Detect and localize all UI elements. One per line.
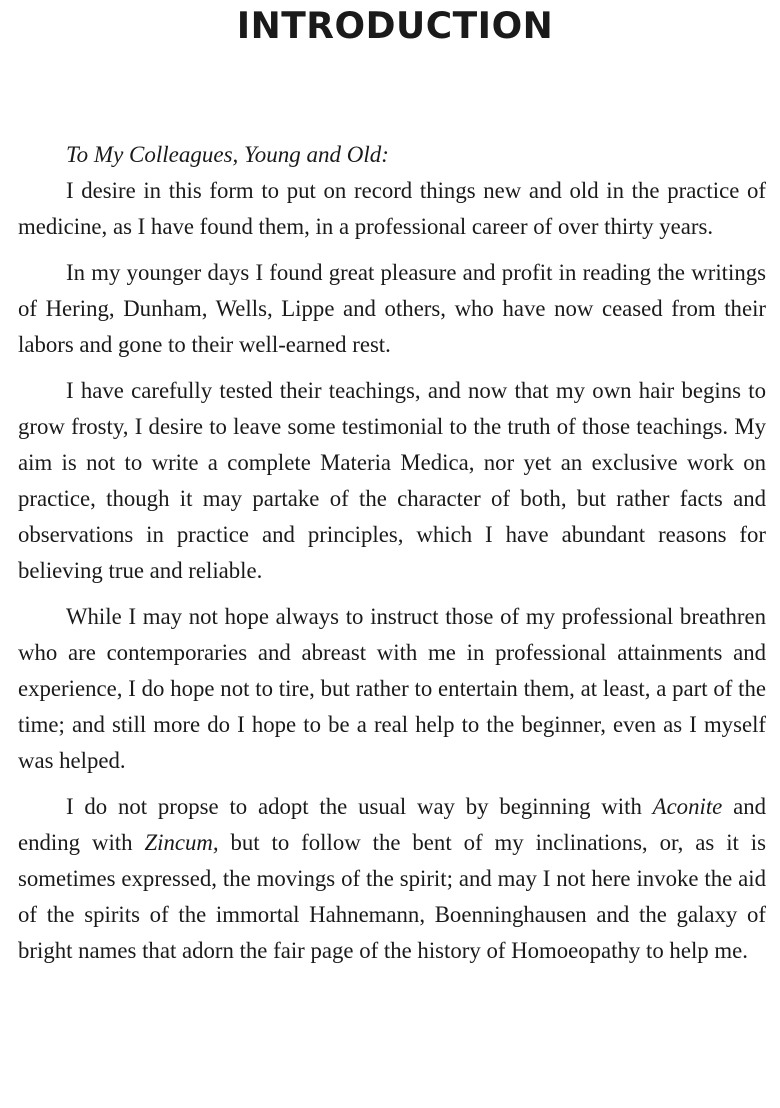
paragraph-5-text-b: and ending with: [18, 794, 766, 855]
aconite-term: Aconite: [652, 794, 723, 819]
paragraph-1: I desire in this form to put on record things new and old in the practice of medicine, as I have found them, in a professional career of over thirty years.: [18, 178, 766, 239]
paragraph-2: In my younger days I found great pleasure and profit in reading the writings of Hering, Dunham, Wells, Lippe and others, who have now ceased from their labors and gone to their well-earned rest.: [18, 260, 766, 357]
paragraph-5-text-c: but to follow the bent of my inclinations, or, as it is sometimes expressed, the movings of the spirit; and may I not here invoke the aid of the spirits of the immortal Hahnemann, Boenninghausen and the galaxy of bright names that adorn the fair page of the history of Homoeopathy to help me.: [18, 830, 766, 963]
zincum-term: Zincum,: [144, 830, 219, 855]
salutation: To My Colleagues, Young and Old:: [66, 142, 389, 167]
page-title: INTRODUCTION: [236, 5, 554, 48]
paragraph-5: [18, 789, 766, 969]
paragraph-4: While I may not hope always to instruct those of my professional breathren who are contemporaries and abreast with me in professional attainments and experience, I do hope not to tire, but rather to entertain them, at least, a part of the time; and still more do I hope to be a real help to the beginner, even as I myself was helped.: [18, 604, 766, 773]
paragraph-5-text-a: I do not propse to adopt the usual way by beginning with: [66, 794, 653, 819]
paragraph-3: I have carefully tested their teachings, and now that my own hair begins to grow frosty, I desire to leave some testimonial to the truth of those teachings. My aim is not to write a complete Materia Medica, nor yet an exclusive work on practice, though it may partake of the character of both, but rather facts and observations in practice and principles, which I have abundant reasons for believing true and reliable.: [18, 378, 766, 583]
